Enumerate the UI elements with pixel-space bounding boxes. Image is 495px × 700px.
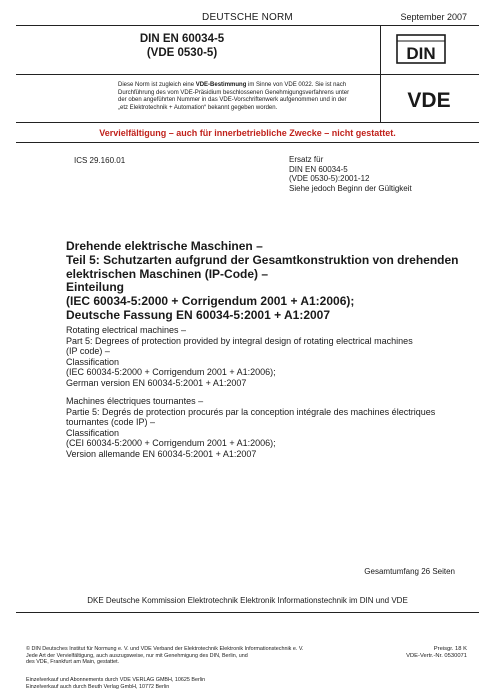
title-de-line2: Teil 5: Schutzarten aufgrund der Gesamtkonstruktion von drehenden [66, 252, 459, 267]
title-fr-line4: Classification [66, 427, 120, 438]
title-en-line6: German version EN 60034-5:2001 + A1:2007 [66, 377, 247, 388]
title-de-line6: Deutsche Fassung EN 60034-5:2001 + A1:2007 [66, 307, 331, 322]
title-de-line5: (IEC 60034-5:2000 + Corrigendum 2001 + A1:2006); [66, 294, 355, 309]
title-german [66, 239, 459, 323]
title-fr-line6: Version allemande EN 60034-5:2001 + A1:2007 [66, 448, 257, 459]
din-logo-text: DIN [406, 44, 436, 63]
vde-note-line1-pre: Diese Norm ist zugleich eine [118, 82, 196, 88]
din-logo [396, 34, 446, 64]
title-french [66, 396, 456, 459]
price-info [406, 646, 467, 660]
vde-order-number: VDE-Vertr.-Nr. 0530071 [406, 653, 467, 659]
sales-line1: Einzelverkauf und Abonnements durch VDE VERLAG GMBH, 10625 Berlin [26, 677, 206, 683]
replacement-line4: Siehe jedoch Beginn der Gültigkeit [289, 183, 412, 193]
title-en-line4: Classification [66, 356, 120, 367]
vde-note-line1-bold: VDE-Bestimmung [195, 82, 247, 88]
vde-note-line2: Durchführung des vom VDE-Präsidium beschlossenen Genehmigungsverfahrens unter [118, 89, 350, 96]
standard-number: DIN EN 60034-5 [139, 33, 225, 45]
title-de-line4: Einteilung [66, 280, 124, 295]
title-de-line1: Drehende elektrische Maschinen – [66, 239, 263, 253]
copyright-line1: © DIN Deutsches Institut für Normung e. V. und VDE Verband der Elektrotechnik Elektronik Informationstechnik e. V. [26, 646, 304, 652]
replacement-line1: Ersatz für [289, 155, 324, 164]
vde-number: (VDE 0530-5) [146, 47, 218, 59]
copyright-notice [26, 646, 396, 666]
title-en-line1: Rotating electrical machines – [66, 325, 187, 335]
vde-note [118, 82, 373, 112]
replacement-line3: (VDE 0530-5):2001-12 [289, 174, 370, 184]
title-fr-line1: Machines électriques tournantes – [66, 396, 204, 406]
price-group: Preisgr. 18 K [433, 646, 467, 652]
replacement-info [289, 155, 412, 193]
publication-date: September 2007 [400, 12, 467, 22]
vde-note-line3: der oben angeführten Nummer in das VDE-Vorschriftenwerk aufgenommen und in der [118, 97, 347, 103]
title-en-line2: Part 5: Degrees of protection provided by integral design of rotating electrical machines [66, 335, 413, 346]
title-en-line5: (IEC 60034-5:2000 + Corrigendum 2001 + A1:2006); [66, 367, 276, 377]
title-fr-line5: (CEI 60034-5:2000 + Corrigendum 2001 + A1:2006); [66, 438, 276, 448]
vde-logo [398, 88, 460, 110]
standard-designation [0, 32, 364, 60]
dke-commission: DKE Deutsche Kommission Elektrotechnik Elektronik Informationstechnik im DIN und VDE [87, 596, 408, 605]
title-fr-line3: tournantes (code IP) – [66, 417, 156, 427]
vde-logo-text: VDE [407, 89, 451, 110]
copyright-line2: Jede Art der Vervielfältigung, auch auszugsweise, nur mit Genehmigung des DIN, Berlin, und [26, 652, 248, 659]
title-de-line3: elektrischen Maschinen (IP-Code) – [66, 266, 269, 281]
sales-line2: Einzelverkauf auch durch Beuth Verlag GmbH, 10772 Berlin [26, 683, 170, 690]
replacement-line2: DIN EN 60034-5 [289, 164, 348, 174]
title-english [66, 325, 456, 388]
ics-code: ICS 29.160.01 [74, 156, 126, 165]
bottom-divider [16, 612, 479, 613]
warning-divider [16, 142, 479, 143]
title-fr-line2: Partie 5: Degrés de protection procurés par la conception intégrale des machines électriques [66, 406, 436, 417]
total-page-count: Gesamtumfang 26 Seiten [364, 567, 455, 576]
vde-note-line4: „etz Elektrotechnik + Automation“ bekannt gegeben worden. [118, 104, 278, 111]
copyright-line3: des VDE, Frankfurt am Main, gestattet. [26, 659, 120, 666]
sales-info [26, 677, 205, 690]
reproduction-warning: Vervielfältigung – auch für innerbetriebliche Zwecke – nicht gestattet. [99, 128, 396, 138]
vde-note-line1-post: im Sinne von VDE 0022. Sie ist nach [246, 82, 347, 88]
norm-type-label: DEUTSCHE NORM [202, 12, 293, 23]
title-en-line3: (IP code) – [66, 346, 110, 356]
